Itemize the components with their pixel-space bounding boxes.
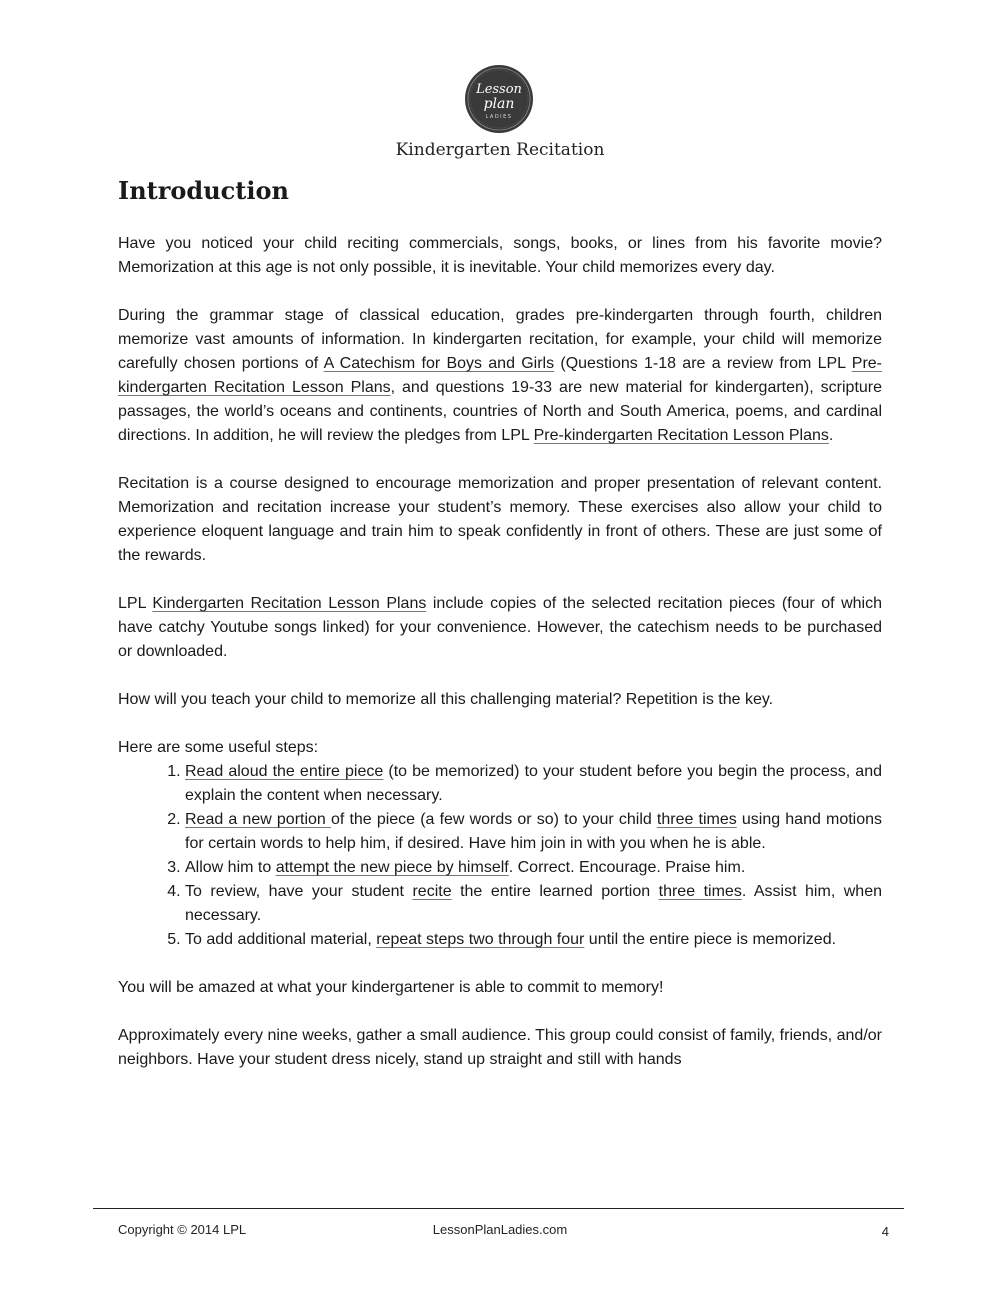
paragraph-recitation-course: Recitation is a course designed to encourage memorization and proper presentation of relevant content. Memorization and recitation increase your student’s memory. These exercises also allow your child to experience eloquent language and train him to speak confidently in front of others. These are just some of the rewards. — [118, 475, 882, 564]
step-item — [185, 808, 882, 856]
paragraph-memorization: Have you noticed your child reciting commercials, songs, books, or lines from his favorite movie? Memorization at this age is not only possible, it is inevitable. Your child memorizes every day. — [118, 235, 882, 276]
underlined-text: three times — [658, 883, 742, 900]
underlined-text: Read aloud the entire piece — [185, 763, 384, 780]
footer-website: LessonPlanLadies.com — [432, 1222, 568, 1237]
step-item — [185, 880, 882, 928]
underlined-text: three times — [656, 811, 737, 828]
text-span: (to be memorized) to your student before you begin the process, and explain the content when necessary. — [185, 763, 882, 804]
text-span: . — [828, 427, 834, 444]
underlined-text: repeat steps two through four — [376, 931, 585, 948]
paragraph-steps-intro: Here are some useful steps: — [118, 739, 319, 756]
text-span: of the piece (a few words or so) to your child — [330, 811, 657, 828]
steps-list — [118, 760, 882, 952]
text-span: , and questions 19-33 are new material for kindergarten), scripture passages, the world’s oceans and continents, countries of North and South America, poems, and cardinal directions. In addition, he will review the pledges from LPL — [118, 379, 883, 444]
underlined-text: recite — [412, 883, 452, 900]
text-span: . Correct. Encourage. Praise him. — [508, 859, 746, 876]
text-span: LPL — [118, 595, 153, 612]
document-body — [118, 232, 882, 1096]
text-span: (Questions 1-18 are a review from LPL — [554, 355, 852, 372]
catechism-link[interactable]: A Catechism for Boys and Girls — [323, 355, 555, 372]
pre-k-recitation-link[interactable]: Pre-kindergarten Recitation Lesson Plans — [118, 355, 882, 396]
text-span: the entire learned portion — [451, 883, 659, 900]
footer-divider — [93, 1208, 904, 1209]
lesson-plan-ladies-logo — [464, 64, 534, 134]
kindergarten-recitation-link[interactable]: Kindergarten Recitation Lesson Plans — [152, 595, 427, 612]
page-number: 4 — [881, 1224, 889, 1239]
footer-copyright: Copyright © 2014 LPL — [118, 1222, 247, 1237]
step-item — [185, 856, 882, 880]
text-span: include copies of the selected recitation pieces (four of which have catchy Youtube songs linked) for your convenience. However, the catechism needs to be purchased or downloaded. — [118, 595, 883, 660]
document-header-title: Kindergarten Recitation — [395, 140, 605, 160]
text-span: To review, have your student — [185, 883, 413, 900]
paragraph-grammar-stage — [118, 304, 882, 448]
section-heading-introduction: Introduction — [118, 176, 289, 205]
step-item — [185, 928, 882, 952]
step-item — [185, 760, 882, 808]
pre-k-recitation-link[interactable]: Pre-kindergarten Recitation Lesson Plans — [533, 427, 829, 444]
svg-text:Lesson: Lesson — [476, 82, 522, 97]
text-span: . Assist him, when necessary. — [185, 883, 882, 924]
text-span: Allow him to — [185, 859, 276, 876]
svg-text:plan: plan — [483, 96, 515, 112]
underlined-text: attempt the new piece by himself — [275, 859, 509, 876]
text-span: until the entire piece is memorized. — [584, 931, 837, 948]
paragraph-amazed: You will be amazed at what your kindergartener is able to commit to memory! — [118, 979, 664, 996]
underlined-text: Read a new portion — [185, 811, 331, 828]
text-span: During the grammar stage of classical education, grades pre-kindergarten through fourth, children memorize vast amounts of information. In kindergarten recitation, for example, your child will memorize carefully chosen portions of — [118, 307, 882, 372]
paragraph-audience: Approximately every nine weeks, gather a small audience. This group could consist of family, friends, and/or neighbors. Have your student dress nicely, stand up straight and still with hands — [118, 1027, 882, 1068]
text-span: To add additional material, — [185, 931, 377, 948]
svg-text:LADIES: LADIES — [485, 114, 513, 120]
paragraph-repetition: How will you teach your child to memorize all this challenging material? Repetition is the key. — [118, 691, 774, 708]
paragraph-lesson-plans — [118, 592, 882, 664]
text-span: using hand motions for certain words to help him, if desired. Have him join in with you when he is able. — [185, 811, 883, 852]
